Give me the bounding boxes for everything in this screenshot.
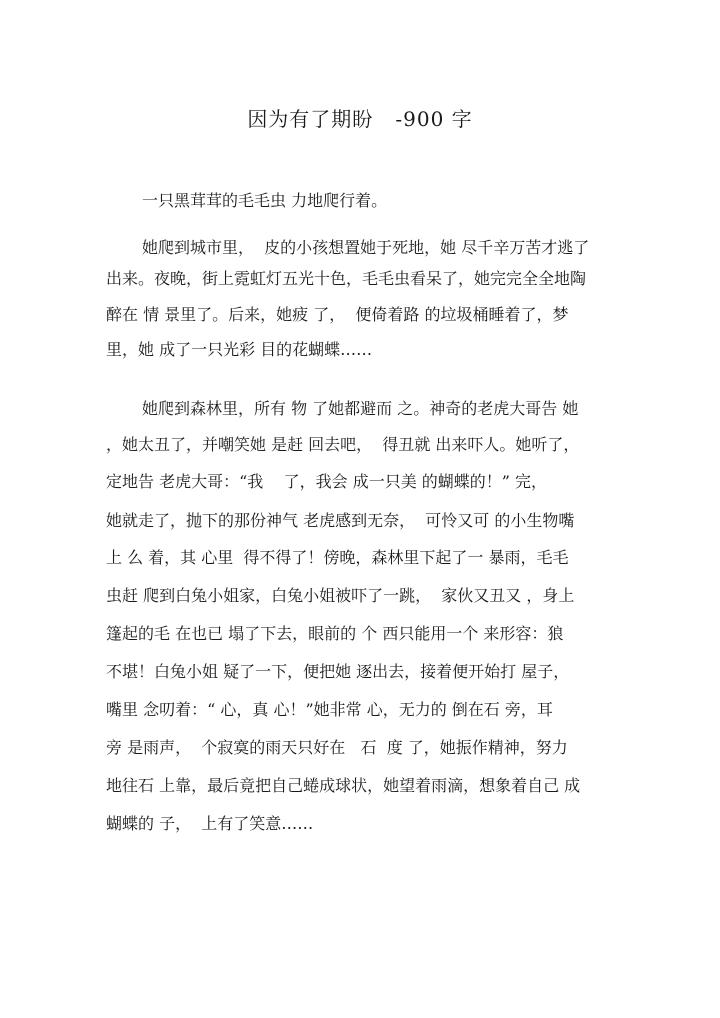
paragraph-3-line-5: 上 么 着，其 心里 得不得了！傍晚，森林里下起了一 暴雨，毛毛 [106, 548, 569, 567]
paragraph-3-line-9: 嘴里 念叨着：“ 心，真 心！”她非常 心，无力的 倒在石 旁，耳 [106, 700, 553, 719]
paragraph-2-line-1: 她爬到城市里， 皮的小孩想置她于死地，她 尽千辛万苦才逃了 [142, 238, 590, 257]
paragraph-1-line-1: 一只黑茸茸的毛毛虫 力地爬行着。 [142, 191, 388, 210]
paragraph-3-line-8: 不堪！白兔小姐 疑了一下，便把她 逐出去，接着便开始打 屋子， [106, 662, 570, 681]
paragraph-3-line-7: 篷起的毛 在也已 塌了下去，眼前的 个 西只能用一个 来形容：狼 [106, 624, 564, 643]
paragraph-3-line-3: 定地告 老虎大哥：“我 了，我会 成一只美 的蝴蝶的！” 完， [106, 472, 548, 491]
paragraph-3-line-4: 她就走了，抛下的那份神气 老虎感到无奈， 可怜又可 的小生物嘴 [106, 511, 575, 530]
paragraph-3-line-12: 蝴蝶的 子， 上有了笑意…… [106, 814, 314, 833]
paragraph-2-line-3: 醉在 情 景里了。后来，她疲 了， 便倚着路 的垃圾桶睡着了，梦 [106, 305, 569, 324]
paragraph-2-line-4: 里，她 成了一只光彩 目的花蝴蝶…… [106, 340, 373, 359]
paragraph-3-line-6: 虫赶 爬到白兔小姐家，白兔小姐被吓了一跳， 家伙又丑又 ，身上 [106, 586, 575, 605]
paragraph-2-line-2: 出来。夜晚，街上霓虹灯五光十色，毛毛虫看呆了，她完完全全地陶 [106, 269, 587, 288]
paragraph-3-line-2: ，她太丑了，并嘲笑她 是赶 回去吧， 得丑就 出来吓人。她听了， [106, 435, 580, 454]
paragraph-3-line-11: 地往石 上靠，最后竟把自己蜷成球状，她望着雨滴，想象着自己 成 [106, 776, 581, 795]
document-title: 因为有了期盼 -900 字 [247, 107, 473, 131]
paragraph-3-line-10: 旁 是雨声， 个寂寞的雨天只好在 石 度 了，她振作精神，努力 [106, 738, 568, 757]
paragraph-3-line-1: 她爬到森林里，所有 物 了她都避而 之。神奇的老虎大哥告 她 [142, 399, 579, 418]
